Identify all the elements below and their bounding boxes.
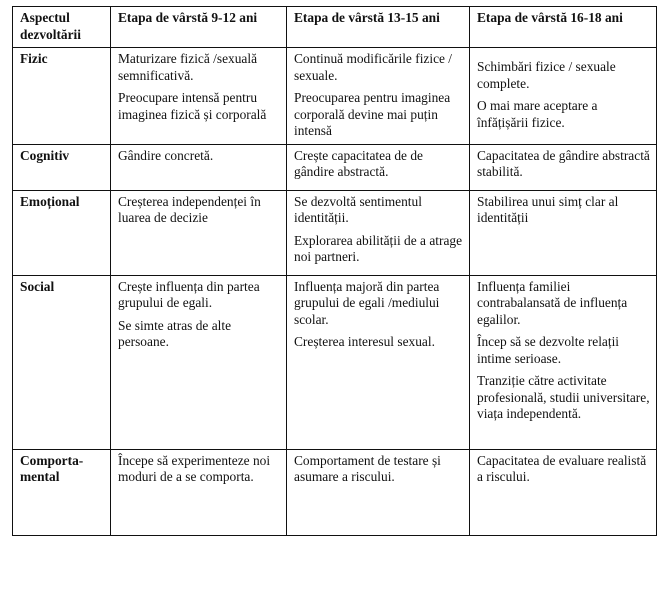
cell-social-13-15 (287, 275, 470, 449)
header-stage-9-12: Etapa de vârstă 9-12 ani (111, 7, 287, 48)
cell-paragraph: Crește capacitatea de de gândire abstractă. (294, 147, 423, 179)
table-row (13, 190, 657, 275)
table-row (13, 48, 657, 145)
cell-paragraph: Influența majoră din partea grupului de egali /mediului scolar. (294, 278, 440, 327)
cell-social-9-12 (111, 275, 287, 449)
aspect-social: Social (13, 275, 111, 449)
header-stage-16-18: Etapa de vârstă 16-18 ani (470, 7, 657, 48)
cell-paragraph: Capacitatea de gândire abstractă stabilită. (477, 147, 650, 179)
cell-paragraph: O mai mare aceptare a înfățișării fizice. (477, 98, 598, 130)
cell-paragraph: Stabilirea unui simț clar al identității (477, 193, 619, 225)
cell-paragraph: Explorarea abilității de a atrage noi partneri. (294, 232, 463, 264)
cell-paragraph: Continuă modificările fizice / sexuale. (294, 51, 453, 83)
development-stages-table (12, 6, 657, 536)
header-stage-13-15: Etapa de vârstă 13-15 ani (287, 7, 470, 48)
aspect-emotional: Emoțional (13, 190, 111, 275)
cell-fizic-16-18 (470, 48, 657, 145)
cell-cognitiv-9-12 (111, 144, 287, 190)
cell-comportamental-16-18 (470, 449, 657, 535)
cell-comportamental-13-15 (287, 449, 470, 535)
cell-paragraph: Se dezvoltă sentimentul identității. (294, 193, 422, 225)
cell-paragraph: Capacitatea de evaluare realistă a riscului. (477, 452, 647, 484)
cell-comportamental-9-12 (111, 449, 287, 535)
cell-paragraph: Preocuparea pentru imaginea corporală devine mai puțin intensă (294, 90, 451, 138)
header-aspect: Aspectul dezvoltării (13, 7, 111, 48)
cell-emotional-13-15 (287, 190, 470, 275)
cell-fizic-9-12 (111, 48, 287, 145)
cell-paragraph: Se simte atras de alte persoane. (118, 317, 232, 349)
cell-paragraph: Gândire concretă. (118, 147, 214, 163)
table-row (13, 449, 657, 535)
cell-paragraph: Comportament de testare și asumare a riscului. (294, 452, 441, 484)
cell-social-16-18 (470, 275, 657, 449)
header-row (13, 7, 657, 48)
cell-paragraph: Încep să se dezvolte relații intime serioase. (477, 334, 620, 366)
table-row (13, 144, 657, 190)
cell-paragraph: Creșterea independenței în luarea de decizie (118, 193, 261, 225)
cell-paragraph: Începe să experimenteze noi moduri de a se comporta. (118, 452, 271, 484)
cell-paragraph: Schimbări fizice / sexuale complete. (477, 59, 616, 91)
aspect-fizic: Fizic (13, 48, 111, 145)
table-row (13, 275, 657, 449)
cell-fizic-13-15 (287, 48, 470, 145)
cell-emotional-9-12 (111, 190, 287, 275)
cell-emotional-16-18 (470, 190, 657, 275)
cell-paragraph: Crește influența din partea grupului de egali. (118, 278, 260, 310)
cell-paragraph: Maturizare fizică /sexuală semnificativă. (118, 51, 258, 83)
cell-cognitiv-16-18 (470, 144, 657, 190)
cell-cognitiv-13-15 (287, 144, 470, 190)
aspect-cognitiv: Cognitiv (13, 144, 111, 190)
cell-paragraph: Creșterea interesul sexual. (294, 334, 435, 349)
cell-paragraph: Tranziție către activitate profesională, studii universitare, viața independentă. (477, 373, 650, 421)
cell-paragraph: Influența familiei contrabalansată de influența egalilor. (477, 278, 628, 327)
aspect-comportamental: Comporta-mental (13, 449, 111, 535)
cell-paragraph: Preocupare intensă pentru imaginea fizică și corporală (118, 90, 267, 122)
